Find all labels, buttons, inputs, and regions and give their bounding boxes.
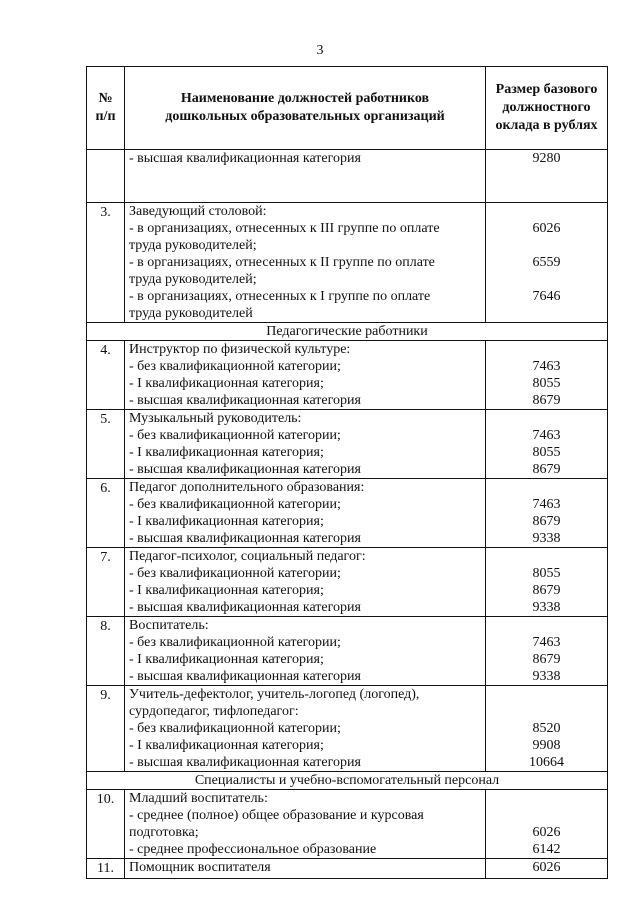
salary-value: 8679 — [532, 393, 561, 408]
salary-value — [490, 790, 603, 807]
position-line: - без квалификационной категории; — [129, 566, 341, 581]
salary-cell — [486, 150, 608, 203]
salary-value: 7463 — [532, 635, 561, 650]
position-name-cell — [125, 479, 486, 548]
position-line: - высшая квалификационная категория — [129, 600, 361, 615]
salary-value — [490, 686, 603, 703]
salary-cell — [486, 686, 608, 772]
row-number: 6. — [87, 479, 125, 548]
position-line: Музыкальный руководитель: — [129, 411, 302, 426]
salary-value: 9280 — [532, 151, 561, 166]
table-row — [87, 790, 608, 859]
table-row — [87, 150, 608, 203]
salary-value: 8055 — [532, 566, 561, 581]
table-row — [87, 617, 608, 686]
position-line: - высшая квалификационная категория — [129, 669, 361, 684]
position-line: Помощник воспитателя — [129, 860, 271, 875]
table-row — [87, 548, 608, 617]
position-name-cell — [125, 617, 486, 686]
position-line: - без квалификационной категории; — [129, 359, 341, 374]
table-row — [87, 341, 608, 410]
position-line: - I квалификационная категория; — [129, 514, 324, 529]
salary-cell — [486, 548, 608, 617]
salary-value: 8679 — [532, 462, 561, 477]
salary-value: 8055 — [532, 376, 561, 391]
table-body — [87, 150, 608, 879]
salary-value — [490, 617, 603, 634]
position-line: - без квалификационной категории; — [129, 428, 341, 443]
position-line: - I квалификационная категория; — [129, 583, 324, 598]
position-line: - в организациях, отнесенных к III группе по оплате — [129, 221, 440, 236]
position-line: труда руководителей — [129, 306, 253, 321]
position-line: - высшая квалификационная категория — [129, 462, 361, 477]
position-line: - без квалификационной категории; — [129, 721, 341, 736]
section-title: Педагогические работники — [87, 323, 608, 341]
salary-value: 6026 — [532, 860, 561, 875]
position-name-cell — [125, 790, 486, 859]
salary-value: 8679 — [532, 514, 561, 529]
salary-value — [490, 271, 603, 288]
salary-cell — [486, 410, 608, 479]
salary-value: 10664 — [529, 755, 564, 770]
position-line: - в организациях, отнесенных к I группе по оплате — [129, 289, 431, 304]
table-header-row — [87, 67, 608, 150]
row-number: 7. — [87, 548, 125, 617]
salary-cell — [486, 859, 608, 879]
row-number: 11. — [87, 859, 125, 879]
position-name-cell — [125, 859, 486, 879]
position-line: Воспитатель: — [129, 618, 209, 633]
header-salary: Размер базового должностного оклада в рублях — [486, 67, 608, 150]
position-name-cell — [125, 150, 486, 203]
salary-value — [490, 237, 603, 254]
table-row — [87, 410, 608, 479]
section-row — [87, 772, 608, 790]
salary-value: 7463 — [532, 359, 561, 374]
position-line: - высшая квалификационная категория — [129, 393, 361, 408]
position-line: труда руководителей; — [129, 272, 257, 287]
position-line: - I квалификационная категория; — [129, 652, 324, 667]
position-name-cell — [125, 203, 486, 323]
position-line: - среднее профессиональное образование — [129, 842, 377, 857]
table-row — [87, 479, 608, 548]
position-line: Заведующий столовой: — [129, 204, 267, 219]
salary-value: 7463 — [532, 497, 561, 512]
position-line: Педагог дополнительного образования: — [129, 480, 365, 495]
table-row — [87, 859, 608, 879]
salary-value: 9338 — [532, 531, 561, 546]
row-number: 3. — [87, 203, 125, 323]
section-row — [87, 323, 608, 341]
salary-value — [490, 548, 603, 565]
position-line: Инструктор по физической культуре: — [129, 342, 351, 357]
position-line: - высшая квалификационная категория — [129, 151, 361, 166]
salary-cell — [486, 203, 608, 323]
position-line: - I квалификационная категория; — [129, 376, 324, 391]
salary-value: 8679 — [532, 652, 561, 667]
position-line: труда руководителей; — [129, 238, 257, 253]
salary-value: 8679 — [532, 583, 561, 598]
table-row — [87, 203, 608, 323]
row-number — [87, 150, 125, 203]
salary-table — [86, 66, 608, 879]
salary-value — [490, 703, 603, 720]
salary-value: 9908 — [532, 738, 561, 753]
row-number: 9. — [87, 686, 125, 772]
salary-value: 7463 — [532, 428, 561, 443]
position-name-cell — [125, 341, 486, 410]
header-num: № п/п — [87, 67, 125, 150]
salary-cell — [486, 617, 608, 686]
position-line: - среднее (полное) общее образование и курсовая — [129, 808, 424, 823]
position-line: подготовка; — [129, 825, 199, 840]
row-number: 8. — [87, 617, 125, 686]
salary-value — [490, 410, 603, 427]
salary-value: 9338 — [532, 600, 561, 615]
salary-value — [490, 203, 603, 220]
salary-value — [490, 341, 603, 358]
position-line: сурдопедагог, тифлопедагог: — [129, 704, 299, 719]
position-name-cell — [125, 686, 486, 772]
position-line: - высшая квалификационная категория — [129, 755, 361, 770]
salary-cell — [486, 790, 608, 859]
salary-value: 9338 — [532, 669, 561, 684]
header-name: Наименование должностей работников дошкольных образовательных организаций — [125, 67, 486, 150]
salary-value: 8520 — [532, 721, 561, 736]
salary-value: 6559 — [532, 255, 561, 270]
salary-value: 7646 — [532, 289, 561, 304]
position-line: - в организациях, отнесенных к II группе по оплате — [129, 255, 435, 270]
position-line: - без квалификационной категории; — [129, 635, 341, 650]
position-name-cell — [125, 548, 486, 617]
salary-value — [490, 479, 603, 496]
position-line: - I квалификационная категория; — [129, 738, 324, 753]
salary-value: 6026 — [532, 221, 561, 236]
salary-cell — [486, 341, 608, 410]
position-name-cell — [125, 410, 486, 479]
salary-value: 6142 — [532, 842, 561, 857]
position-line: Педагог-психолог, социальный педагог: — [129, 549, 366, 564]
position-line: Младший воспитатель: — [129, 791, 268, 806]
position-line: - высшая квалификационная категория — [129, 531, 361, 546]
row-number: 4. — [87, 341, 125, 410]
row-number: 10. — [87, 790, 125, 859]
section-title: Специалисты и учебно-вспомогательный персонал — [87, 772, 608, 790]
page-number: 3 — [316, 43, 324, 58]
position-line: Учитель-дефектолог, учитель-логопед (логопед), — [129, 687, 420, 702]
position-line: - I квалификационная категория; — [129, 445, 324, 460]
row-number: 5. — [87, 410, 125, 479]
salary-value — [490, 807, 603, 824]
salary-value — [490, 305, 603, 322]
position-line: - без квалификационной категории; — [129, 497, 341, 512]
salary-value: 8055 — [532, 445, 561, 460]
salary-cell — [486, 479, 608, 548]
salary-value: 6026 — [532, 825, 561, 840]
table-row — [87, 686, 608, 772]
